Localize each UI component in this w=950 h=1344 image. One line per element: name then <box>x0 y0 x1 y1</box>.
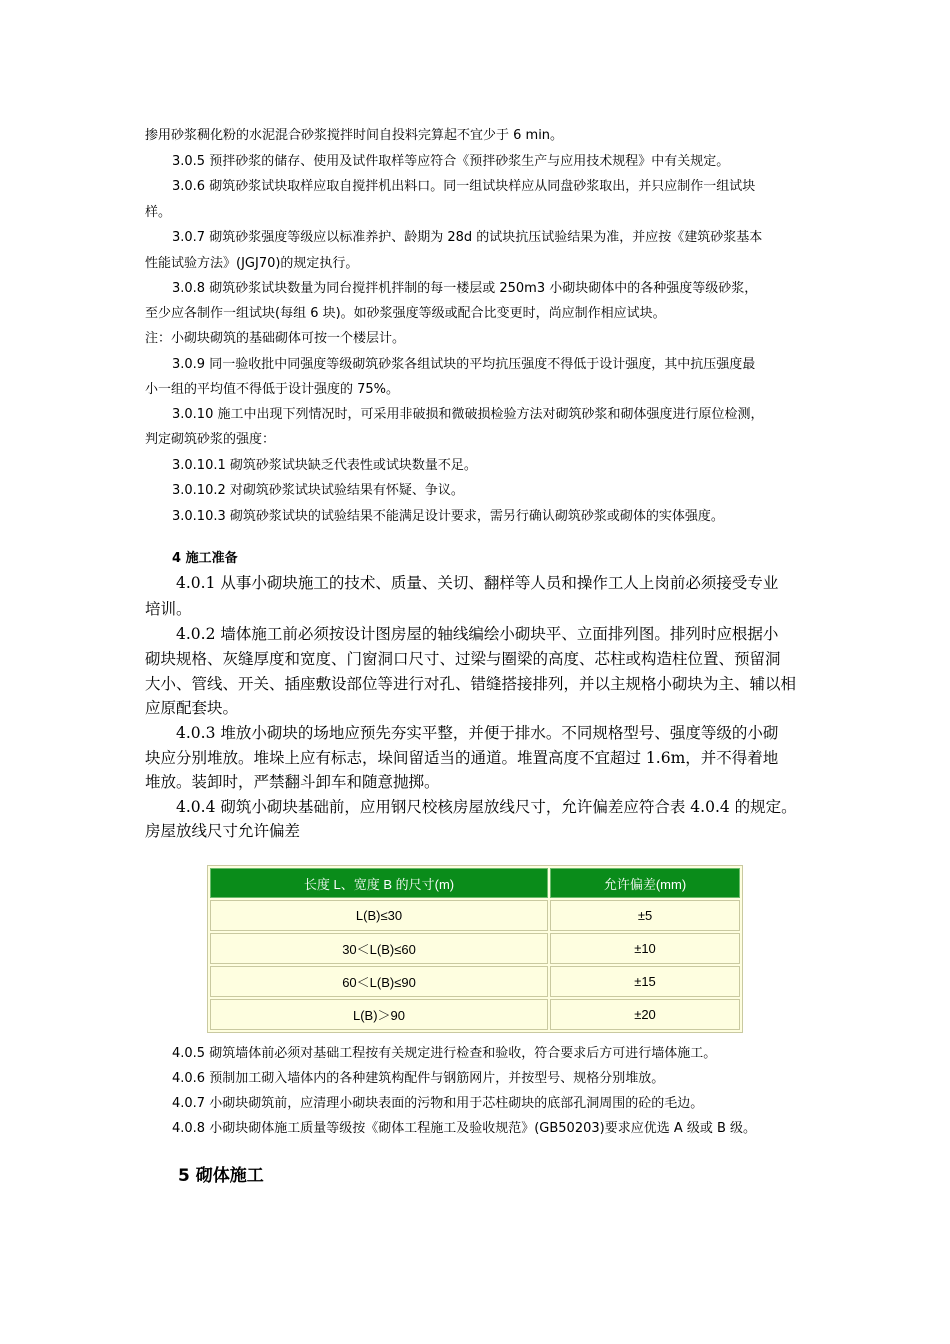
paragraph-line: 砌块规格、灰缝厚度和宽度、门窗洞口尺寸、过梁与圈梁的高度、芯柱或构造柱位置、预留洞 <box>145 650 781 668</box>
column-header: 允许偏差(mm) <box>550 868 740 898</box>
table-row <box>210 966 740 997</box>
paragraph-line: 4.0.3 堆放小砌块的场地应预先夯实平整，并便于排水。不同规格型号、强度等级的小砌 <box>176 724 779 742</box>
column-header: 长度 L、宽度 B 的尺寸(m) <box>210 868 548 898</box>
paragraph-line: 4.0.4 砌筑小砌块基础前，应用钢尺校核房屋放线尺寸，允许偏差应符合表 4.0.4 的规定。 <box>176 798 797 816</box>
paragraph-line: 3.0.8 砌筑砂浆试块数量为同台搅拌机拌制的每一楼层或 250m3 小砌块砌体中的各种强度等级砂浆， <box>172 281 758 296</box>
table-cell: ±15 <box>550 966 740 997</box>
table-row <box>210 933 740 964</box>
section-heading: 4 施工准备 <box>172 551 238 566</box>
paragraph-line: 3.0.10.1 砌筑砂浆试块缺乏代表性或试块数量不足。 <box>172 458 477 473</box>
paragraph-line: 3.0.7 砌筑砂浆强度等级应以标准养护、龄期为 28d 的试块抗压试验结果为准，并应按《建筑砂浆基本 <box>172 230 763 245</box>
paragraph-line: 性能试验方法》(JGJ70)的规定执行。 <box>145 256 359 271</box>
paragraph-line: 3.0.10 施工中出现下列情况时，可采用非破损和微破损检验方法对砌筑砂浆和砌体强度进行原位检测， <box>172 407 764 422</box>
table-cell: 60＜L(B)≤90 <box>210 966 548 997</box>
paragraph-line: 3.0.5 预拌砂浆的储存、使用及试件取样等应符合《预拌砂浆生产与应用技术规程》中有关规定。 <box>172 154 730 169</box>
paragraph-line: 3.0.10.3 砌筑砂浆试块的试验结果不能满足设计要求，需另行确认砌筑砂浆或砌体的实体强度。 <box>172 509 724 524</box>
tolerance-table <box>207 865 743 1033</box>
table-row <box>210 900 740 931</box>
paragraph-line: 4.0.7 小砌块砌筑前，应清理小砌块表面的污物和用于芯柱砌块的底部孔洞周围的砼的毛边。 <box>172 1096 704 1111</box>
table-header-row <box>210 868 740 898</box>
paragraph-line: 块应分别堆放。堆垛上应有标志，垛间留适当的通道。堆置高度不宜超过 1.6m，并不得着地 <box>145 749 779 767</box>
paragraph-line: 大小、管线、开关、插座敷设部位等进行对孔、错缝搭接排列，并以主规格小砌块为主、辅以相 <box>145 675 797 693</box>
paragraph-line: 至少应各制作一组试块(每组 6 块)。如砂浆强度等级或配合比变更时，尚应制作相应试块。 <box>145 306 666 321</box>
table-cell: L(B)≤30 <box>210 900 548 931</box>
paragraph-line: 4.0.8 小砌块砌体施工质量等级按《砌体工程施工及验收规范》(GB50203)要求应优选 A 级或 B 级。 <box>172 1121 757 1136</box>
section-heading: 5 砌体施工 <box>178 1166 264 1186</box>
paragraph-line: 堆放。装卸时，严禁翻斗卸车和随意抛掷。 <box>145 773 440 791</box>
paragraph-line: 掺用砂浆稠化粉的水泥混合砂浆搅拌时间自投料完算起不宜少于 6 min。 <box>145 128 564 143</box>
paragraph-line: 样。 <box>145 205 172 220</box>
table-cell: L(B)＞90 <box>210 999 548 1030</box>
paragraph-line: 判定砌筑砂浆的强度： <box>145 432 276 447</box>
table-cell: 30＜L(B)≤60 <box>210 933 548 964</box>
table-cell: ±5 <box>550 900 740 931</box>
paragraph-line: 3.0.10.2 对砌筑砂浆试块试验结果有怀疑、争议。 <box>172 483 464 498</box>
paragraph-line: 4.0.1 从事小砌块施工的技术、质量、关切、翻样等人员和操作工人上岗前必须接受专业 <box>176 574 779 592</box>
note-line: 注：小砌块砌筑的基础砌体可按一个楼层计。 <box>145 331 406 346</box>
paragraph-line: 4.0.2 墙体施工前必须按设计图房屋的轴线编绘小砌块平、立面排列图。排列时应根据小 <box>176 625 779 643</box>
table-row <box>210 999 740 1030</box>
table-cell: ±20 <box>550 999 740 1030</box>
paragraph-line: 4.0.6 预制加工砌入墙体内的各种建筑构配件与钢筋网片，并按型号、规格分别堆放。 <box>172 1071 665 1086</box>
paragraph-line: 培训。 <box>145 600 192 618</box>
paragraph-line: 4.0.5 砌筑墙体前必须对基础工程按有关规定进行检查和验收，符合要求后方可进行墙体施工。 <box>172 1046 717 1061</box>
table-cell: ±10 <box>550 933 740 964</box>
table-caption: 房屋放线尺寸允许偏差 <box>145 822 301 840</box>
paragraph-line: 3.0.6 砌筑砂浆试块取样应取自搅拌机出料口。同一组试块样应从同盘砂浆取出，并只应制作一组试块 <box>172 179 756 194</box>
paragraph-line: 应原配套块。 <box>145 699 239 717</box>
paragraph-line: 3.0.9 同一验收批中同强度等级砌筑砂浆各组试块的平均抗压强度不得低于设计强度，其中抗压强度最 <box>172 357 756 372</box>
paragraph-line: 小一组的平均值不得低于设计强度的 75%。 <box>145 382 400 397</box>
